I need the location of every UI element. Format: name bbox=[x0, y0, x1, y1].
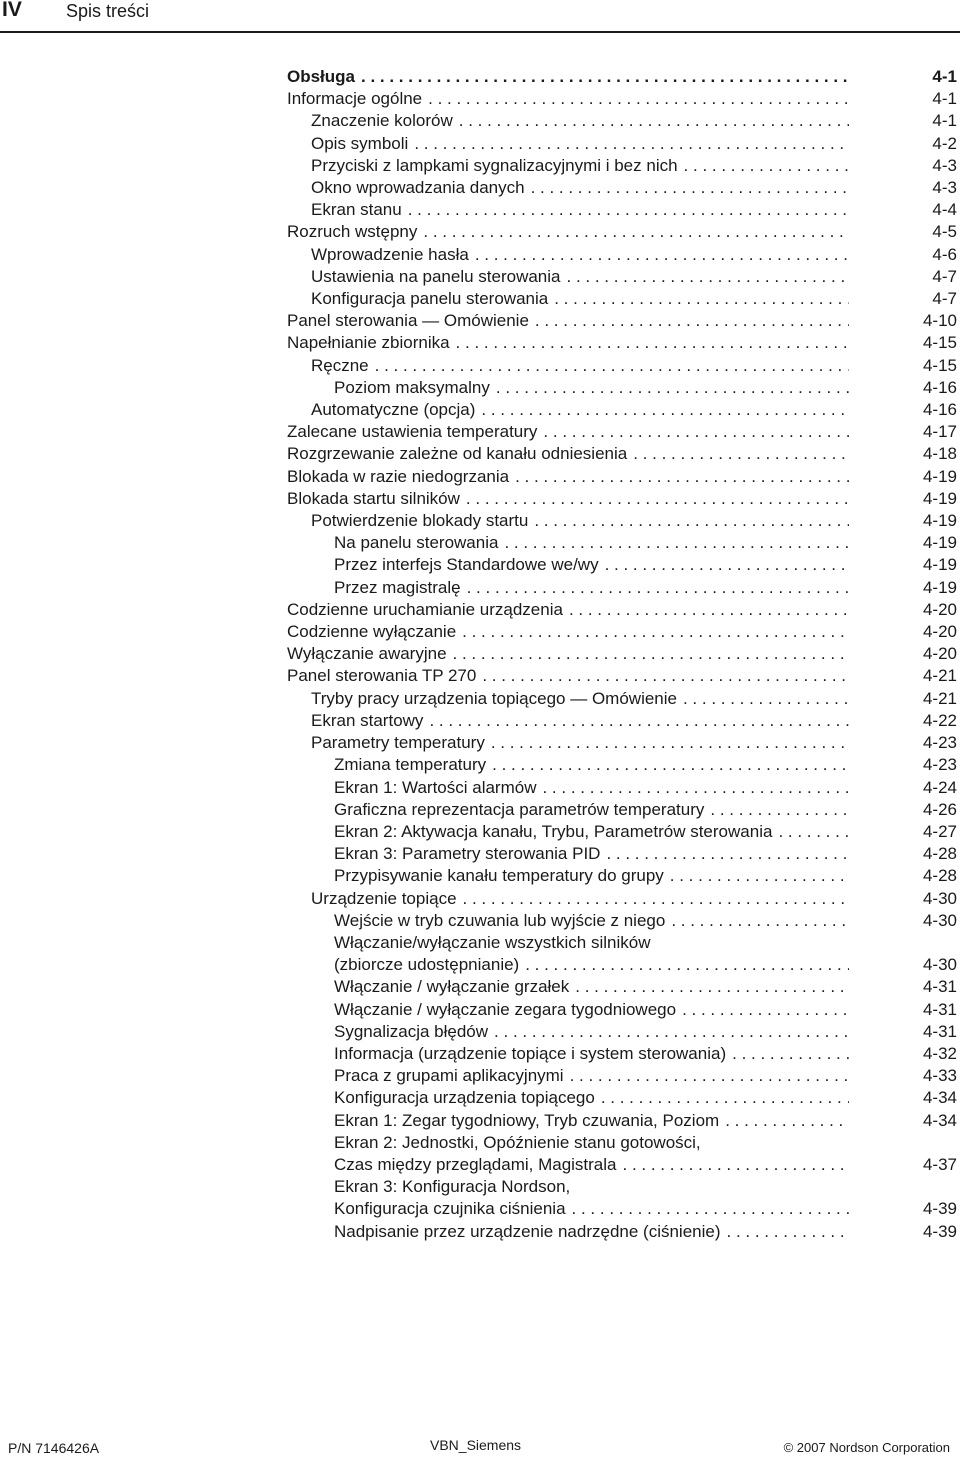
dot-leader bbox=[361, 66, 849, 88]
toc-page-number: 4-34 bbox=[922, 1110, 957, 1130]
toc-entry[interactable] bbox=[311, 710, 959, 732]
toc-entry[interactable] bbox=[287, 665, 959, 687]
toc-entry-title: Przez magistralę bbox=[334, 577, 461, 597]
toc-entry-title-line: Ekran 2: Jednostki, Opóźnienie stanu gotowości, bbox=[334, 1132, 701, 1152]
toc-page-number: 4-19 bbox=[922, 533, 957, 553]
dot-leader bbox=[725, 1110, 849, 1132]
toc-entry-title: Opis symboli bbox=[311, 133, 409, 153]
toc-entry[interactable] bbox=[287, 488, 959, 510]
toc-entry-title: Panel sterowania — Omówienie bbox=[287, 311, 529, 331]
toc-entry[interactable] bbox=[311, 288, 959, 310]
toc-page-number: 4-37 bbox=[922, 1154, 957, 1174]
toc-page-number: 4-28 bbox=[922, 866, 957, 886]
toc-entry-title: Ekran 3: Parametry sterowania PID bbox=[334, 844, 601, 864]
toc-entry[interactable] bbox=[334, 377, 959, 399]
toc-entry-title: Urządzenie topiące bbox=[311, 888, 457, 908]
dot-leader bbox=[601, 1087, 849, 1109]
toc-page-number: 4-31 bbox=[922, 977, 957, 997]
toc-entry[interactable] bbox=[334, 754, 959, 776]
toc-page-number: 4-15 bbox=[922, 333, 957, 353]
toc-page-number: 4-26 bbox=[922, 799, 957, 819]
toc-page-number: 4-21 bbox=[922, 688, 957, 708]
toc-page-number: 4-19 bbox=[922, 466, 957, 486]
dot-leader bbox=[429, 710, 849, 732]
toc-page-number: 4-34 bbox=[922, 1088, 957, 1108]
toc-entry-title: Automatyczne (opcja) bbox=[311, 400, 476, 420]
toc-page-number: 4-30 bbox=[922, 955, 957, 975]
toc-entry[interactable] bbox=[334, 777, 959, 799]
table-of-contents bbox=[287, 66, 959, 1243]
toc-entry-title: Rozgrzewanie zależne od kanału odniesienia bbox=[287, 444, 628, 464]
dot-leader bbox=[575, 976, 849, 998]
toc-entry-title: Napełnianie zbiornika bbox=[287, 333, 450, 353]
dot-leader bbox=[572, 1198, 849, 1220]
toc-page-number: 4-19 bbox=[922, 488, 957, 508]
toc-page-number: 4-22 bbox=[922, 710, 957, 730]
toc-entry-title: Codzienne wyłączanie bbox=[287, 622, 457, 642]
toc-entry-title: Parametry temperatury bbox=[311, 733, 485, 753]
toc-entry[interactable] bbox=[311, 732, 959, 754]
toc-entry-title: Ekran 1: Zegar tygodniowy, Tryb czuwania, Poziom bbox=[334, 1110, 720, 1130]
toc-entry[interactable] bbox=[334, 1221, 959, 1243]
dot-leader bbox=[414, 133, 849, 155]
toc-entry[interactable] bbox=[334, 999, 959, 1021]
toc-entry[interactable] bbox=[311, 244, 959, 266]
toc-entry[interactable] bbox=[287, 599, 959, 621]
toc-page-number: 4-23 bbox=[922, 733, 957, 753]
toc-entry[interactable] bbox=[334, 932, 959, 976]
toc-page-number: 4-21 bbox=[922, 666, 957, 686]
toc-page-number: 4-24 bbox=[922, 777, 957, 797]
toc-entry-title: Informacje ogólne bbox=[287, 89, 423, 109]
copyright: © 2007 Nordson Corporation bbox=[783, 1440, 950, 1455]
toc-page-number: 4-31 bbox=[922, 999, 957, 1019]
toc-page-number: 4-1 bbox=[932, 67, 957, 86]
dot-leader bbox=[732, 1043, 849, 1065]
dot-leader bbox=[453, 643, 849, 665]
toc-page-number: 4-23 bbox=[922, 755, 957, 775]
toc-entry[interactable] bbox=[311, 355, 959, 377]
toc-page-number: 4-17 bbox=[922, 422, 957, 442]
toc-entry-title: Wejście w tryb czuwania lub wyjście z niego bbox=[334, 910, 666, 930]
dot-leader bbox=[467, 577, 849, 599]
dot-leader bbox=[684, 155, 849, 177]
toc-entry-title: Ekran 2: Aktywacja kanału, Trybu, Parametrów sterowania bbox=[334, 821, 773, 841]
toc-entry[interactable] bbox=[334, 532, 959, 554]
toc-entry[interactable] bbox=[334, 865, 959, 887]
toc-page-number: 4-5 bbox=[932, 222, 957, 242]
toc-page-number: 4-2 bbox=[932, 133, 957, 153]
dot-leader bbox=[671, 910, 849, 932]
dot-leader bbox=[496, 377, 849, 399]
toc-page-number: 4-19 bbox=[922, 511, 957, 531]
toc-entry-title: Nadpisanie przez urządzenie nadrzędne (ciśnienie) bbox=[334, 1221, 721, 1241]
toc-entry[interactable] bbox=[311, 266, 959, 288]
toc-entry[interactable] bbox=[334, 976, 959, 998]
toc-entry-title: Znaczenie kolorów bbox=[311, 111, 453, 131]
dot-leader bbox=[494, 1021, 849, 1043]
toc-entry[interactable] bbox=[287, 332, 959, 354]
toc-page-number: 4-3 bbox=[932, 155, 957, 175]
dot-leader bbox=[570, 1065, 849, 1087]
dot-leader bbox=[463, 888, 849, 910]
toc-entry[interactable] bbox=[334, 1021, 959, 1043]
toc-entry[interactable] bbox=[311, 177, 959, 199]
toc-page-number: 4-30 bbox=[922, 910, 957, 930]
dot-leader bbox=[569, 599, 849, 621]
toc-page-number: 4-10 bbox=[922, 311, 957, 331]
toc-entry-title: Blokada startu silników bbox=[287, 488, 460, 508]
dot-leader bbox=[606, 843, 849, 865]
toc-entry-title: Ręczne bbox=[311, 355, 369, 375]
dot-leader bbox=[408, 199, 849, 221]
dot-leader bbox=[710, 799, 849, 821]
toc-page-number: 4-28 bbox=[922, 844, 957, 864]
toc-entry[interactable] bbox=[334, 1176, 959, 1220]
toc-page-number: 4-20 bbox=[922, 644, 957, 664]
dot-leader bbox=[534, 510, 849, 532]
dot-leader bbox=[531, 177, 849, 199]
toc-entry[interactable] bbox=[334, 1065, 959, 1087]
toc-page-number: 4-3 bbox=[932, 178, 957, 198]
toc-entry-title: Codzienne uruchamianie urządzenia bbox=[287, 599, 563, 619]
toc-page-number: 4-32 bbox=[922, 1043, 957, 1063]
toc-entry[interactable] bbox=[334, 1043, 959, 1065]
toc-entry[interactable] bbox=[311, 155, 959, 177]
dot-leader bbox=[504, 532, 849, 554]
dot-leader bbox=[535, 310, 849, 332]
toc-entry[interactable] bbox=[287, 621, 959, 643]
toc-entry[interactable] bbox=[334, 821, 959, 843]
dot-leader bbox=[543, 421, 849, 443]
toc-entry-title: Wyłączanie awaryjne bbox=[287, 644, 447, 664]
toc-page-number: 4-7 bbox=[932, 266, 957, 286]
toc-entry-title: Sygnalizacja błędów bbox=[334, 1021, 489, 1041]
toc-page-number: 4-15 bbox=[922, 355, 957, 375]
toc-entry-title: Panel sterowania TP 270 bbox=[287, 666, 477, 686]
dot-leader bbox=[683, 688, 849, 710]
toc-entry[interactable] bbox=[287, 88, 959, 110]
toc-entry-title: Na panelu sterowania bbox=[334, 533, 499, 553]
toc-entry[interactable] bbox=[287, 466, 959, 488]
toc-entry-title: Informacja (urządzenie topiące i system sterowania) bbox=[334, 1043, 727, 1063]
toc-entry[interactable] bbox=[287, 221, 959, 243]
toc-entry[interactable] bbox=[334, 1110, 959, 1132]
dot-leader bbox=[605, 554, 849, 576]
dot-leader bbox=[481, 399, 849, 421]
toc-entry-title: Okno wprowadzania danych bbox=[311, 178, 525, 198]
toc-entry-title: Włączanie / wyłączanie grzałek bbox=[334, 977, 570, 997]
dot-leader bbox=[542, 777, 849, 799]
dot-leader bbox=[423, 221, 849, 243]
toc-page-number: 4-39 bbox=[922, 1221, 957, 1241]
toc-entry-title: Poziom maksymalny bbox=[334, 377, 490, 397]
toc-page-number: 4-1 bbox=[932, 111, 957, 131]
toc-entry-title-line: Ekran 3: Konfiguracja Nordson, bbox=[334, 1177, 571, 1197]
toc-page-number: 4-27 bbox=[922, 821, 957, 841]
toc-page-number: 4-31 bbox=[922, 1021, 957, 1041]
toc-entry-title: Konfiguracja panelu sterowania bbox=[311, 289, 549, 309]
dot-leader bbox=[682, 999, 849, 1021]
toc-entry[interactable] bbox=[311, 110, 959, 132]
dot-leader bbox=[525, 954, 849, 976]
toc-entry-title: Ekran 1: Wartości alarmów bbox=[334, 777, 537, 797]
toc-entry-title: Przyciski z lampkami sygnalizacyjnymi i bez nich bbox=[311, 155, 678, 175]
toc-entry-title: Ekran startowy bbox=[311, 710, 424, 730]
toc-page-number: 4-19 bbox=[922, 577, 957, 597]
dot-leader bbox=[633, 443, 849, 465]
toc-entry[interactable] bbox=[334, 554, 959, 576]
toc-entry-title-line: Włączanie/wyłączanie wszystkich silników bbox=[334, 932, 651, 952]
toc-page-number: 4-39 bbox=[922, 1199, 957, 1219]
toc-entry[interactable] bbox=[334, 799, 959, 821]
toc-page-number: 4-18 bbox=[922, 444, 957, 464]
toc-entry[interactable] bbox=[334, 1087, 959, 1109]
toc-entry[interactable] bbox=[311, 688, 959, 710]
toc-page-number: 4-6 bbox=[932, 244, 957, 264]
toc-entry-title: Przypisywanie kanału temperatury do grupy bbox=[334, 866, 664, 886]
page-title: Spis treści bbox=[66, 1, 150, 21]
dot-leader bbox=[475, 244, 849, 266]
toc-entry-title: Przez interfejs Standardowe we/wy bbox=[334, 555, 599, 575]
dot-leader bbox=[670, 865, 849, 887]
toc-entry-title: Konfiguracja urządzenia topiącego bbox=[334, 1088, 595, 1108]
toc-page-number: 4-30 bbox=[922, 888, 957, 908]
dot-leader bbox=[456, 332, 849, 354]
toc-entry-title: (zbiorcze udostępnianie) bbox=[334, 955, 520, 975]
toc-entry[interactable] bbox=[311, 199, 959, 221]
dot-leader bbox=[492, 754, 849, 776]
toc-entry[interactable] bbox=[334, 843, 959, 865]
toc-entry-title: Zalecane ustawienia temperatury bbox=[287, 422, 538, 442]
toc-entry[interactable] bbox=[334, 910, 959, 932]
dot-leader bbox=[623, 1154, 850, 1176]
toc-entry-title: Graficzna reprezentacja parametrów temperatury bbox=[334, 799, 705, 819]
dot-leader bbox=[466, 488, 849, 510]
toc-entry[interactable] bbox=[334, 577, 959, 599]
dot-leader bbox=[375, 355, 849, 377]
toc-page-number: 4-33 bbox=[922, 1066, 957, 1086]
dot-leader bbox=[428, 88, 849, 110]
toc-entry-title: Rozruch wstępny bbox=[287, 222, 418, 242]
footer-center-label: VBN_Siemens bbox=[430, 1437, 522, 1453]
toc-entry-title: Praca z grupami aplikacyjnymi bbox=[334, 1066, 564, 1086]
toc-entry-title: Czas między przeglądami, Magistrala bbox=[334, 1154, 617, 1174]
dot-leader bbox=[554, 288, 849, 310]
toc-page-number: 4-16 bbox=[922, 400, 957, 420]
dot-leader bbox=[482, 665, 849, 687]
toc-entry-title: Tryby pracy urządzenia topiącego — Omówienie bbox=[311, 688, 677, 708]
dot-leader bbox=[567, 266, 850, 288]
toc-page-number: 4-4 bbox=[932, 200, 957, 220]
dot-leader bbox=[491, 732, 849, 754]
toc-page-number: 4-7 bbox=[932, 289, 957, 309]
toc-page-number: 4-16 bbox=[922, 377, 957, 397]
toc-page-number: 4-20 bbox=[922, 622, 957, 642]
toc-page-number: 4-1 bbox=[932, 89, 957, 109]
toc-entry-title: Wprowadzenie hasła bbox=[311, 244, 469, 264]
chapter-number: IV bbox=[2, 0, 22, 21]
toc-entry-title: Ustawienia na panelu sterowania bbox=[311, 266, 561, 286]
toc-entry[interactable] bbox=[287, 643, 959, 665]
toc-entry[interactable] bbox=[311, 399, 959, 421]
toc-entry[interactable] bbox=[287, 310, 959, 332]
dot-leader bbox=[727, 1221, 849, 1243]
toc-entry[interactable] bbox=[334, 1132, 959, 1176]
toc-entry[interactable] bbox=[311, 133, 959, 155]
toc-entry[interactable] bbox=[287, 443, 959, 465]
toc-entry-title: Zmiana temperatury bbox=[334, 755, 487, 775]
toc-entry-title: Włączanie / wyłączanie zegara tygodniowego bbox=[334, 999, 677, 1019]
part-number: P/N 7146426A bbox=[8, 1440, 100, 1456]
toc-entry[interactable] bbox=[311, 888, 959, 910]
toc-entry[interactable] bbox=[287, 421, 959, 443]
dot-leader bbox=[462, 621, 849, 643]
toc-page-number: 4-20 bbox=[922, 599, 957, 619]
toc-entry-title: Obsługa bbox=[287, 67, 356, 86]
header-rule bbox=[0, 31, 960, 33]
toc-entry-title: Konfiguracja czujnika ciśnienia bbox=[334, 1199, 566, 1219]
toc-entry[interactable] bbox=[287, 66, 959, 88]
toc-entry-title: Blokada w razie niedogrzania bbox=[287, 466, 510, 486]
dot-leader bbox=[515, 466, 849, 488]
dot-leader bbox=[459, 110, 849, 132]
toc-page-number: 4-19 bbox=[922, 555, 957, 575]
toc-entry[interactable] bbox=[311, 510, 959, 532]
dot-leader bbox=[778, 821, 849, 843]
toc-entry-title: Potwierdzenie blokady startu bbox=[311, 511, 529, 531]
toc-entry-title: Ekran stanu bbox=[311, 200, 402, 220]
